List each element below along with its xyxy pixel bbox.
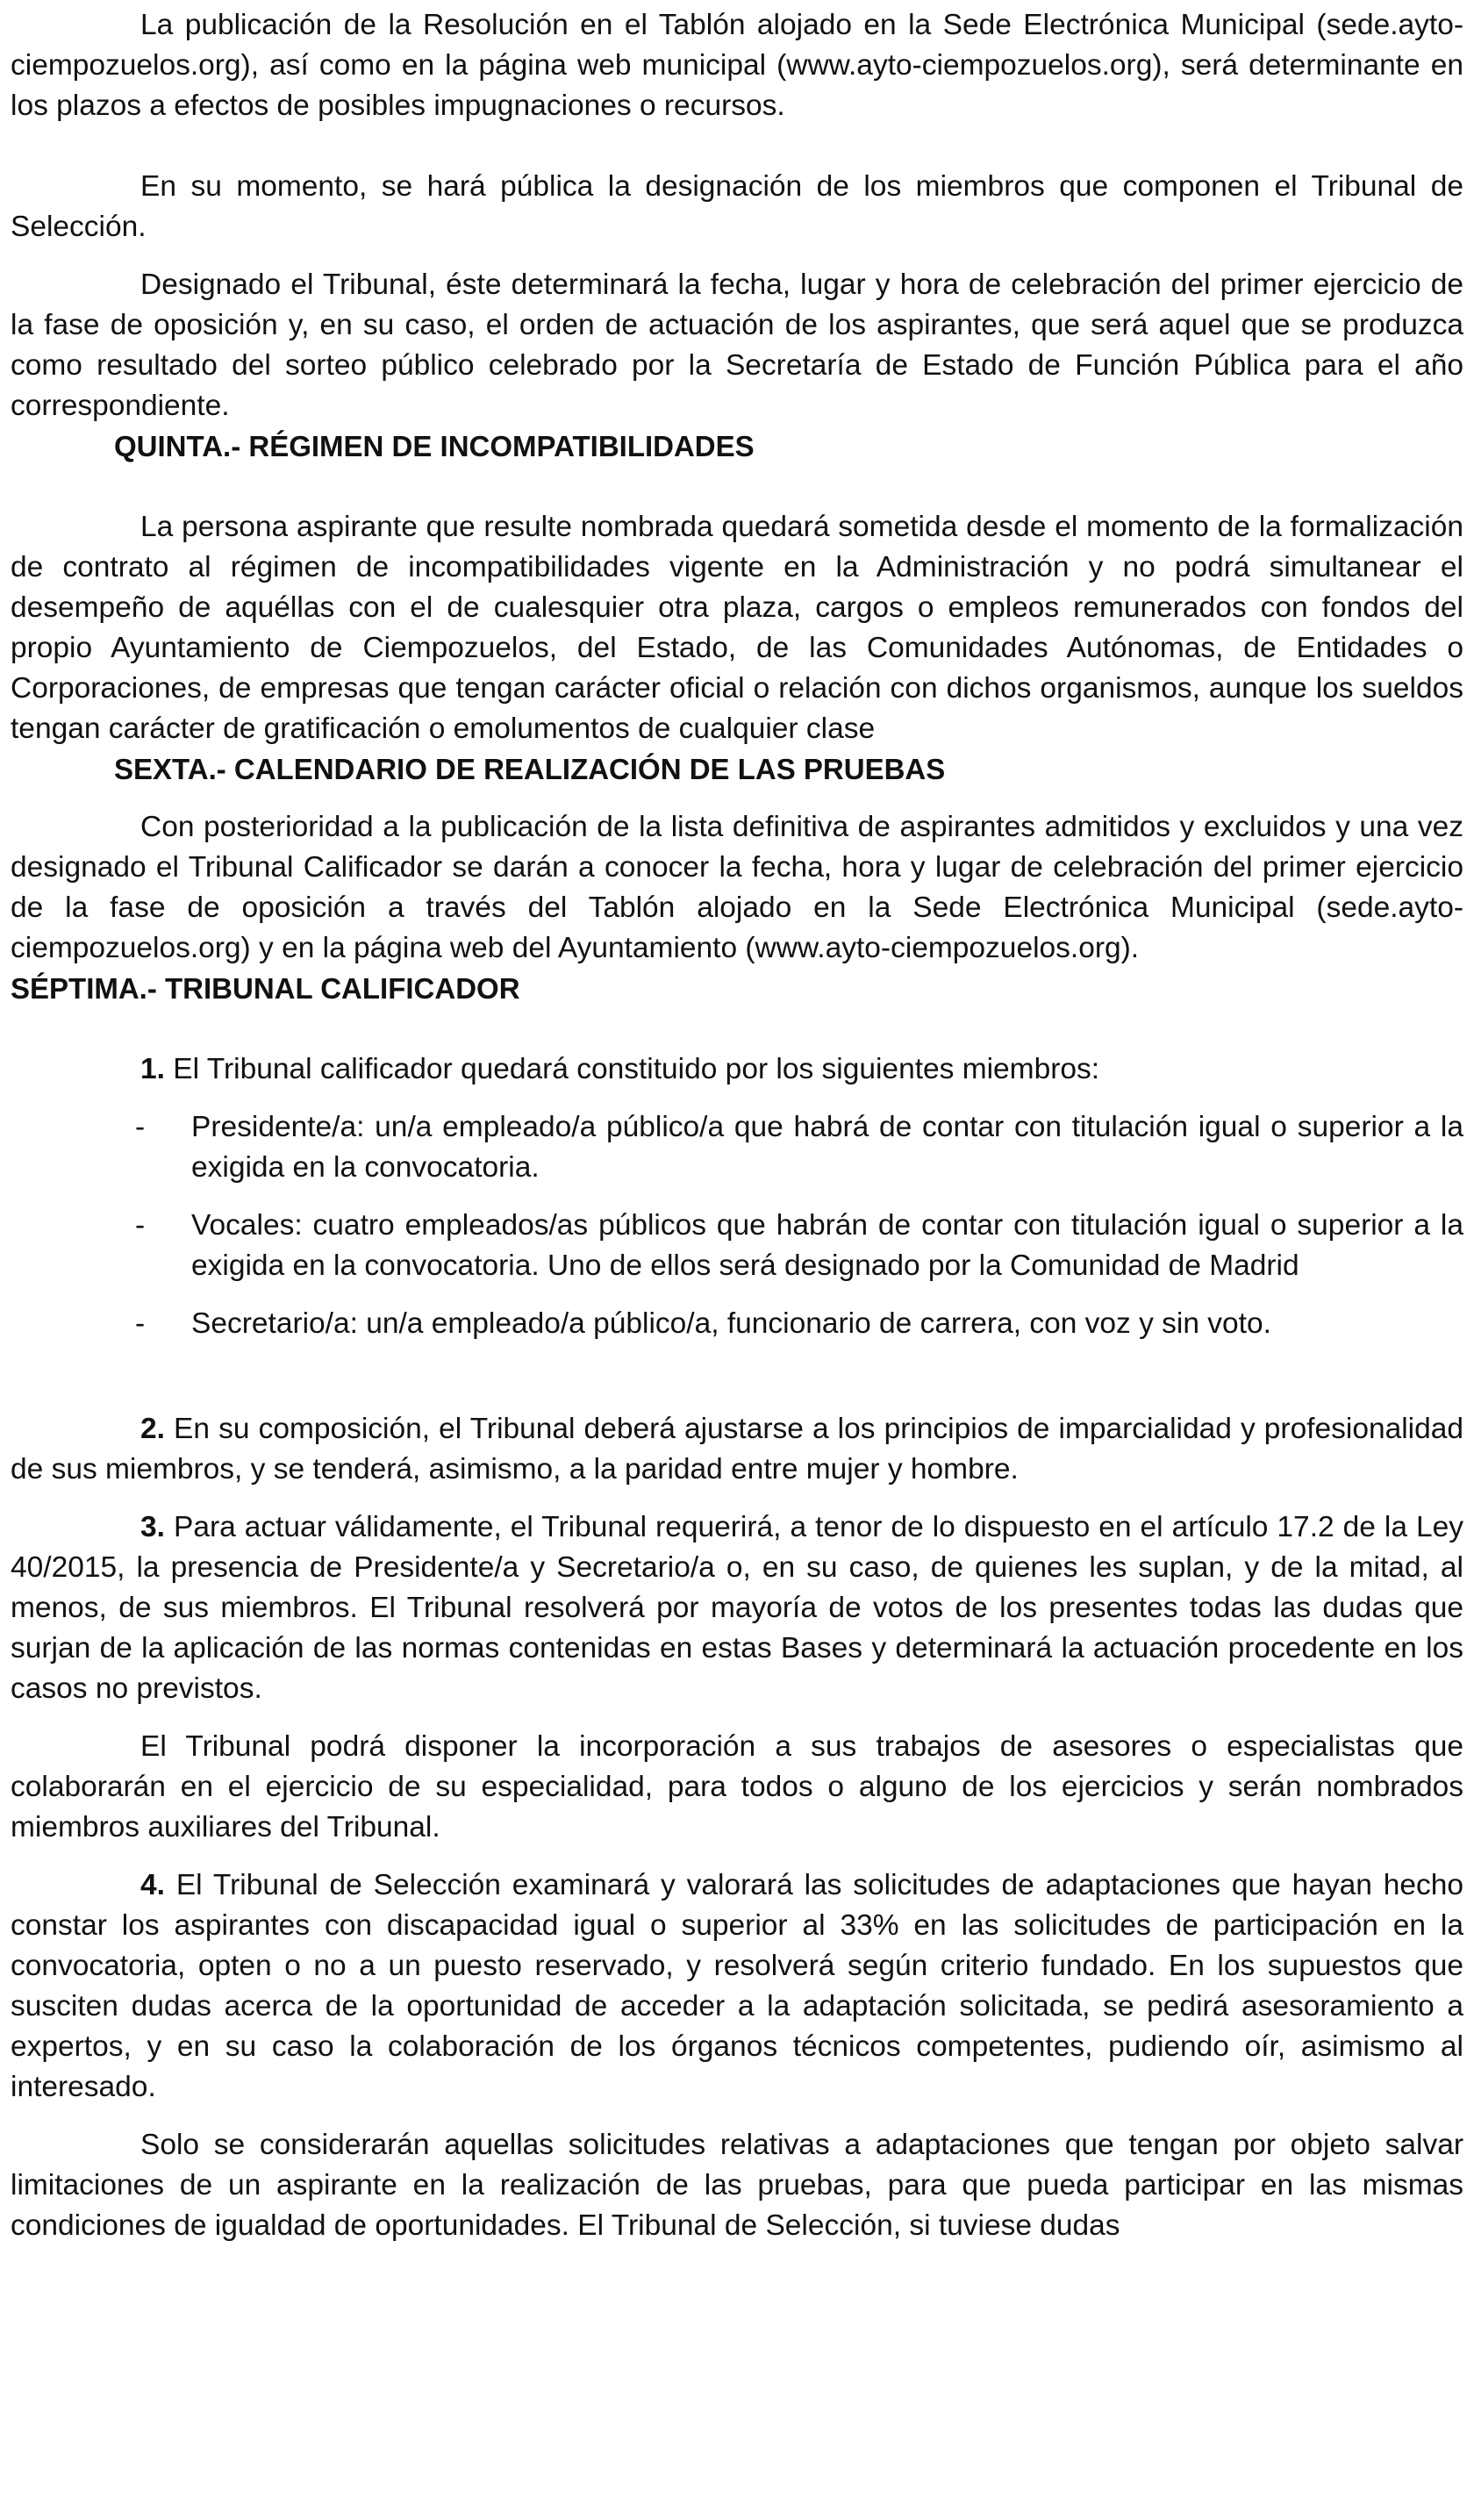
- paragraph-tribunal-fecha: Designado el Tribunal, éste determinará la fecha, lugar y hora de celebración del primer ejercicio de la fase de oposición y, en su caso, el orden de actuación de los aspirantes, que será aquel que se produzca como resultado del sorteo público celebrado por la Secretaría de Estado de Función Pública para el año correspondiente.: [11, 268, 1463, 422]
- paragraph-designacion: En su momento, se hará pública la designación de los miembros que componen el Tribunal de Selección.: [11, 170, 1463, 243]
- dash-bullet: -: [135, 1209, 146, 1242]
- paragraph-publicacion: La publicación de la Resolución en el Tablón alojado en la Sede Electrónica Municipal (sede.ayto-ciempozuelos.org), así como en la página web municipal (www.ayto-ciempozuelos.org), será determinante en los plazos a efectos de posibles impugnaciones o recursos.: [11, 9, 1463, 122]
- item-2-text: En su composición, el Tribunal deberá ajustarse a los principios de imparcialidad y profesionalidad de sus miembros, y se tenderá, asimismo, a la paridad entre mujer y hombre.: [11, 1413, 1464, 1486]
- item-4-text: El Tribunal de Selección examinará y valorará las solicitudes de adaptaciones que hayan hecho constar los aspirantes con discapacidad igual o superior al 33% en las solicitudes de participación en la convocatoria, opten o no a un puesto reservado, y resolverá según criterio fundado. En los supuestos que susciten dudas acerca de la oportunidad de acceder a la adaptación solicitada, se pedirá asesoramiento a expertos, y en su caso la colaboración de los órganos técnicos competentes, pudiendo oír, asimismo al interesado.: [11, 1869, 1464, 2103]
- item-2-number: 2.: [140, 1413, 165, 1445]
- paragraph-asesores: El Tribunal podrá disponer la incorporación a sus trabajos de asesores o especialistas que colaborarán en el ejercicio de su especialidad, para todos o alguno de los ejercicios y serán nombrados miembros auxiliares del Tribunal.: [11, 1730, 1463, 1843]
- heading-quinta: QUINTA.- RÉGIMEN DE INCOMPATIBILIDADES: [114, 430, 755, 462]
- paragraph-adaptaciones: Solo se considerarán aquellas solicitudes relativas a adaptaciones que tengan por objeto salvar limitaciones de un aspirante en la realización de las pruebas, para que pueda participar en las mismas condiciones de igualdad de oportunidades. El Tribunal de Selección, si tuviese dudas: [11, 2129, 1463, 2242]
- document-page: [11, 5, 1463, 2246]
- paragraph-calendario: Con posterioridad a la publicación de la lista definitiva de aspirantes admitidos y excluidos y una vez designado el Tribunal Calificador se darán a conocer la fecha, hora y lugar de celebración del primer ejercicio de la fase de oposición a través del Tablón alojado en la Sede Electrónica Municipal (sede.ayto-ciempozuelos.org) y en la página web del Ayuntamiento (www.ayto-ciempozuelos.org).: [11, 811, 1463, 964]
- paragraph-incompatibilidades: La persona aspirante que resulte nombrada quedará sometida desde el momento de la formalización de contrato al régimen de incompatibilidades vigente en la Administración y no podrá simultanear el desempeño de aquéllas con el de cualesquier otra plaza, cargos o empleos remunerados con fondos del propio Ayuntamiento de Ciempozuelos, del Estado, de las Comunidades Autónomas, de Entidades o Corporaciones, de empresas que tengan carácter oficial o relación con dichos organismos, aunque los sueldos tengan carácter de gratificación o emolumentos de cualquier clase: [11, 511, 1463, 745]
- heading-septima: SÉPTIMA.- TRIBUNAL CALIFICADOR: [11, 972, 520, 1005]
- member-secretario: [11, 1304, 1463, 1344]
- item-1-number: 1.: [140, 1053, 165, 1085]
- member-vocales: [11, 1206, 1463, 1286]
- member-presidente: [11, 1107, 1463, 1188]
- tribunal-members-list: [11, 1107, 1463, 1344]
- item-4-number: 4.: [140, 1869, 165, 1901]
- member-vocales-text: Vocales: cuatro empleados/as públicos que habrán de contar con titulación igual o superior a la exigida en la convocatoria. Uno de ellos será designado por la Comunidad de Madrid: [191, 1209, 1463, 1282]
- item-4: [11, 1865, 1463, 2108]
- member-secretario-text: Secretario/a: un/a empleado/a público/a, funcionario de carrera, con voz y sin voto.: [191, 1307, 1271, 1340]
- item-1: [11, 1049, 1463, 1090]
- item-2: [11, 1409, 1463, 1490]
- member-presidente-text: Presidente/a: un/a empleado/a público/a que habrá de contar con titulación igual o superior a la exigida en la convocatoria.: [191, 1111, 1463, 1184]
- item-1-text: El Tribunal calificador quedará constituido por los siguientes miembros:: [173, 1053, 1100, 1085]
- item-3-text: Para actuar válidamente, el Tribunal requerirá, a tenor de lo dispuesto en el artículo 17.2 de la Ley 40/2015, la presencia de Presidente/a y Secretario/a o, en su caso, de quienes les suplan, y de la mitad, al menos, de sus miembros. El Tribunal resolverá por mayoría de votos de los presentes todas las dudas que surjan de la aplicación de las normas contenidas en estas Bases y determinará la actuación procedente en los casos no previstos.: [11, 1511, 1463, 1705]
- item-3: [11, 1507, 1463, 1709]
- heading-sexta: SEXTA.- CALENDARIO DE REALIZACIÓN DE LAS PRUEBAS: [114, 753, 946, 785]
- dash-bullet: -: [135, 1111, 146, 1143]
- item-3-number: 3.: [140, 1511, 165, 1543]
- dash-bullet: -: [135, 1307, 146, 1340]
